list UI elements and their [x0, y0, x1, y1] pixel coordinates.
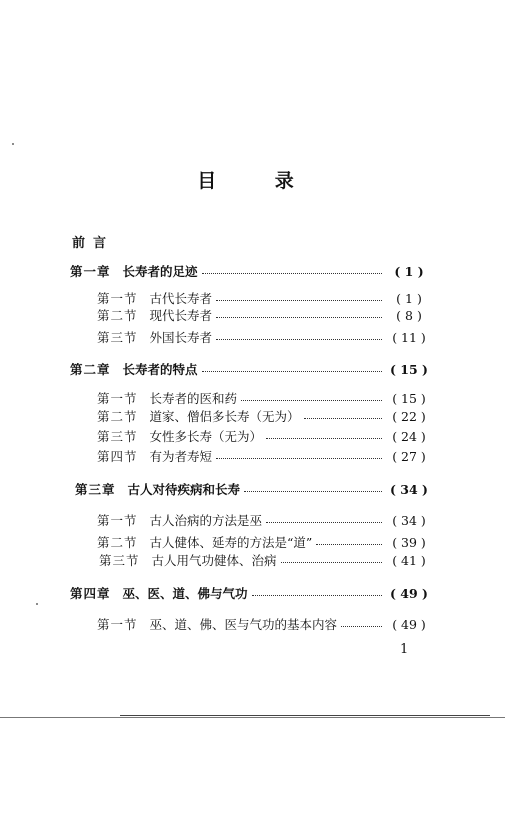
- toc-page-number: ( 1 ): [394, 263, 424, 279]
- toc-section-row: [99, 551, 432, 569]
- leader-dots: [202, 362, 382, 372]
- section-title: 道家、僧侣多长寿（无为）: [149, 409, 300, 424]
- section-title: 古人健体、延寿的方法是“道”: [149, 535, 313, 550]
- leader-dots: [304, 409, 382, 419]
- toc-section-row: [97, 511, 432, 529]
- toc-section-row: [97, 328, 432, 346]
- toc-chapter-row: [70, 360, 432, 378]
- toc-chapter-row: [70, 262, 432, 280]
- toc-page-number: ( 1 ): [396, 290, 422, 306]
- toc-page-number: ( 11 ): [392, 329, 426, 345]
- section-number: 第四节: [97, 449, 138, 464]
- toc-page-number: ( 8 ): [396, 307, 422, 323]
- section-title: 现代长寿者: [149, 308, 213, 323]
- toc-chapter-row: [70, 584, 432, 602]
- leader-dots: [216, 308, 382, 318]
- leader-dots: [316, 535, 382, 545]
- section-title: 女性多长寿（无为）: [149, 429, 263, 444]
- toc-page-number: ( 49 ): [392, 616, 426, 632]
- toc-page-number: ( 15 ): [392, 390, 426, 406]
- toc-page-number: ( 41 ): [392, 552, 426, 568]
- toc-page-number: ( 34 ): [392, 512, 426, 528]
- toc-page-number: ( 22 ): [392, 408, 426, 424]
- leader-dots: [266, 429, 382, 439]
- leader-dots: [216, 291, 382, 301]
- section-title: 古人用气功健体、治病: [151, 553, 277, 568]
- leader-dots: [216, 330, 382, 340]
- chapter-title: 长寿者的特点: [122, 362, 198, 377]
- preface-entry: 前言: [72, 236, 115, 251]
- section-number: 第三节: [97, 330, 138, 345]
- bottom-rule-faint: [0, 717, 505, 718]
- toc-section-row: [97, 447, 432, 465]
- toc-chapter-row: [75, 480, 432, 498]
- toc-page-number: ( 39 ): [392, 534, 426, 550]
- toc-section-row: [97, 306, 432, 324]
- section-number: 第二节: [97, 535, 138, 550]
- leader-dots: [252, 586, 382, 596]
- section-title: 有为者寿短: [149, 449, 213, 464]
- leader-dots: [341, 617, 382, 627]
- section-title: 古人治病的方法是巫: [149, 513, 263, 528]
- chapter-number: 第三章: [75, 482, 116, 497]
- section-title: 古代长寿者: [149, 291, 213, 306]
- section-number: 第二节: [97, 409, 138, 424]
- toc-section-row: [97, 533, 432, 551]
- scan-speck: [12, 143, 14, 145]
- leader-dots: [244, 482, 382, 492]
- toc-section-row: [97, 289, 432, 307]
- toc-section-row: [97, 427, 432, 445]
- toc-section-row: [97, 407, 432, 425]
- toc-page-number: ( 24 ): [392, 428, 426, 444]
- section-number: 第一节: [97, 291, 138, 306]
- chapter-number: 第二章: [70, 362, 111, 377]
- leader-dots: [241, 391, 382, 401]
- chapter-number: 第一章: [70, 264, 111, 279]
- page-title: 目 录: [197, 170, 320, 192]
- section-number: 第一节: [97, 513, 138, 528]
- toc-section-row: [97, 389, 432, 407]
- toc-page-number: ( 49 ): [390, 585, 428, 601]
- toc-page-number: ( 15 ): [390, 361, 428, 377]
- section-number: 第三节: [99, 553, 140, 568]
- leader-dots: [202, 264, 382, 274]
- toc-section-row: [97, 615, 432, 633]
- chapter-number: 第四章: [70, 586, 111, 601]
- page-number: 1: [400, 642, 409, 657]
- section-number: 第二节: [97, 308, 138, 323]
- chapter-title: 长寿者的足迹: [122, 264, 198, 279]
- leader-dots: [216, 449, 382, 459]
- toc-page-number: ( 27 ): [392, 448, 426, 464]
- section-title: 外国长寿者: [149, 330, 213, 345]
- section-title: 长寿者的医和药: [149, 391, 238, 406]
- leader-dots: [281, 553, 382, 563]
- toc-page-number: ( 34 ): [390, 481, 428, 497]
- section-title: 巫、道、佛、医与气功的基本内容: [149, 617, 338, 632]
- chapter-title: 巫、医、道、佛与气功: [122, 586, 248, 601]
- bottom-rule: [120, 715, 490, 716]
- section-number: 第一节: [97, 617, 138, 632]
- scan-speck: [36, 603, 38, 605]
- leader-dots: [266, 513, 382, 523]
- section-number: 第三节: [97, 429, 138, 444]
- chapter-title: 古人对待疾病和长寿: [127, 482, 241, 497]
- section-number: 第一节: [97, 391, 138, 406]
